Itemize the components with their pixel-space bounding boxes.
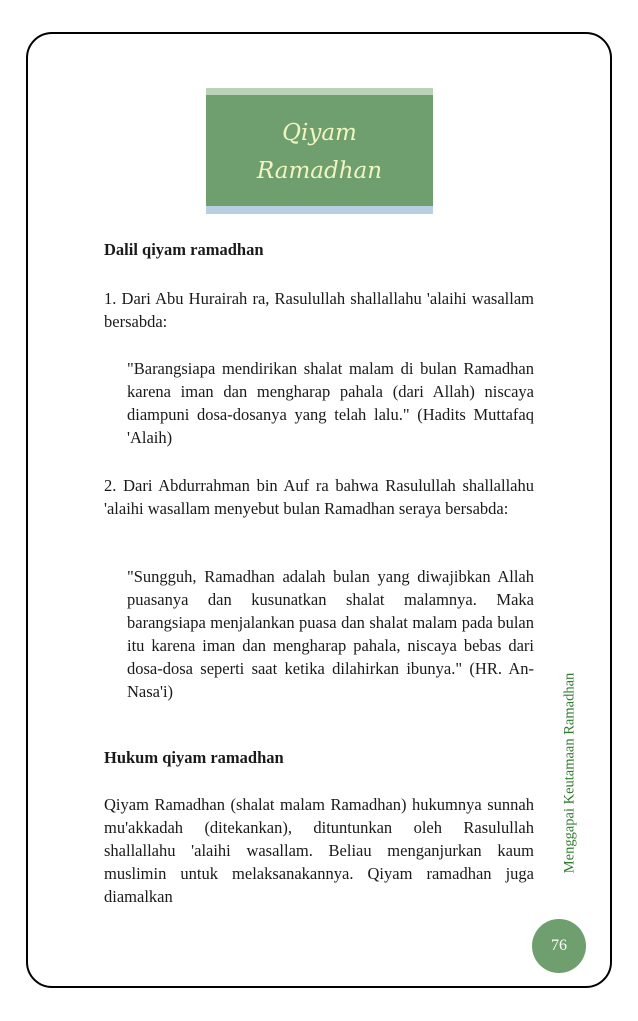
section-heading-dalil: Dalil qiyam ramadhan bbox=[104, 240, 264, 259]
title-line-1: Qiyam bbox=[282, 120, 357, 146]
side-running-title-text: Menggapai Keutamaan Ramadhan bbox=[561, 672, 578, 874]
item-2-intro: 2. Dari Abdurrahman bin Auf ra bahwa Rasulullah shallallahu 'alaihi wasallam menyebut bulan Ramadhan seraya bersabda: bbox=[104, 476, 534, 518]
side-running-title bbox=[550, 650, 590, 896]
title-banner bbox=[206, 88, 433, 214]
item-1-intro: 1. Dari Abu Hurairah ra, Rasulullah shallallahu 'alaihi wasallam bersabda: bbox=[104, 289, 534, 331]
item-2-quote: "Sungguh, Ramadhan adalah bulan yang diwajibkan Allah puasanya dan kusunatkan shalat malamnya. Maka barangsiapa menjalankan puasa dan shalat malam pada bulan itu karena iman dan mengharap pahala, niscaya bebas dari dosa-dosa seperti saat ketika dilahirkan ibunya." (HR. An-Nasa'i) bbox=[127, 567, 534, 701]
section-2-body: Qiyam Ramadhan (shalat malam Ramadhan) hukumnya sunnah mu'akkadah (ditekankan), dituntunkan oleh Rasulullah shallallahu 'alaihi wasallam. Beliau menganjurkan kaum muslimin untuk melaksanakannya. Qiyam ramadhan juga diamalkan bbox=[104, 795, 534, 906]
page-number-badge: 76 bbox=[532, 919, 586, 973]
item-1-quote: "Barangsiapa mendirikan shalat malam di bulan Ramadhan karena iman dan mengharap pahala (dari Allah) niscaya diampuni dosa-dosanya yang telah lalu." (Hadits Muttafaq 'Alaih) bbox=[127, 359, 534, 447]
section-heading-hukum: Hukum qiyam ramadhan bbox=[104, 748, 284, 767]
title-line-2: Ramadhan bbox=[256, 158, 383, 184]
